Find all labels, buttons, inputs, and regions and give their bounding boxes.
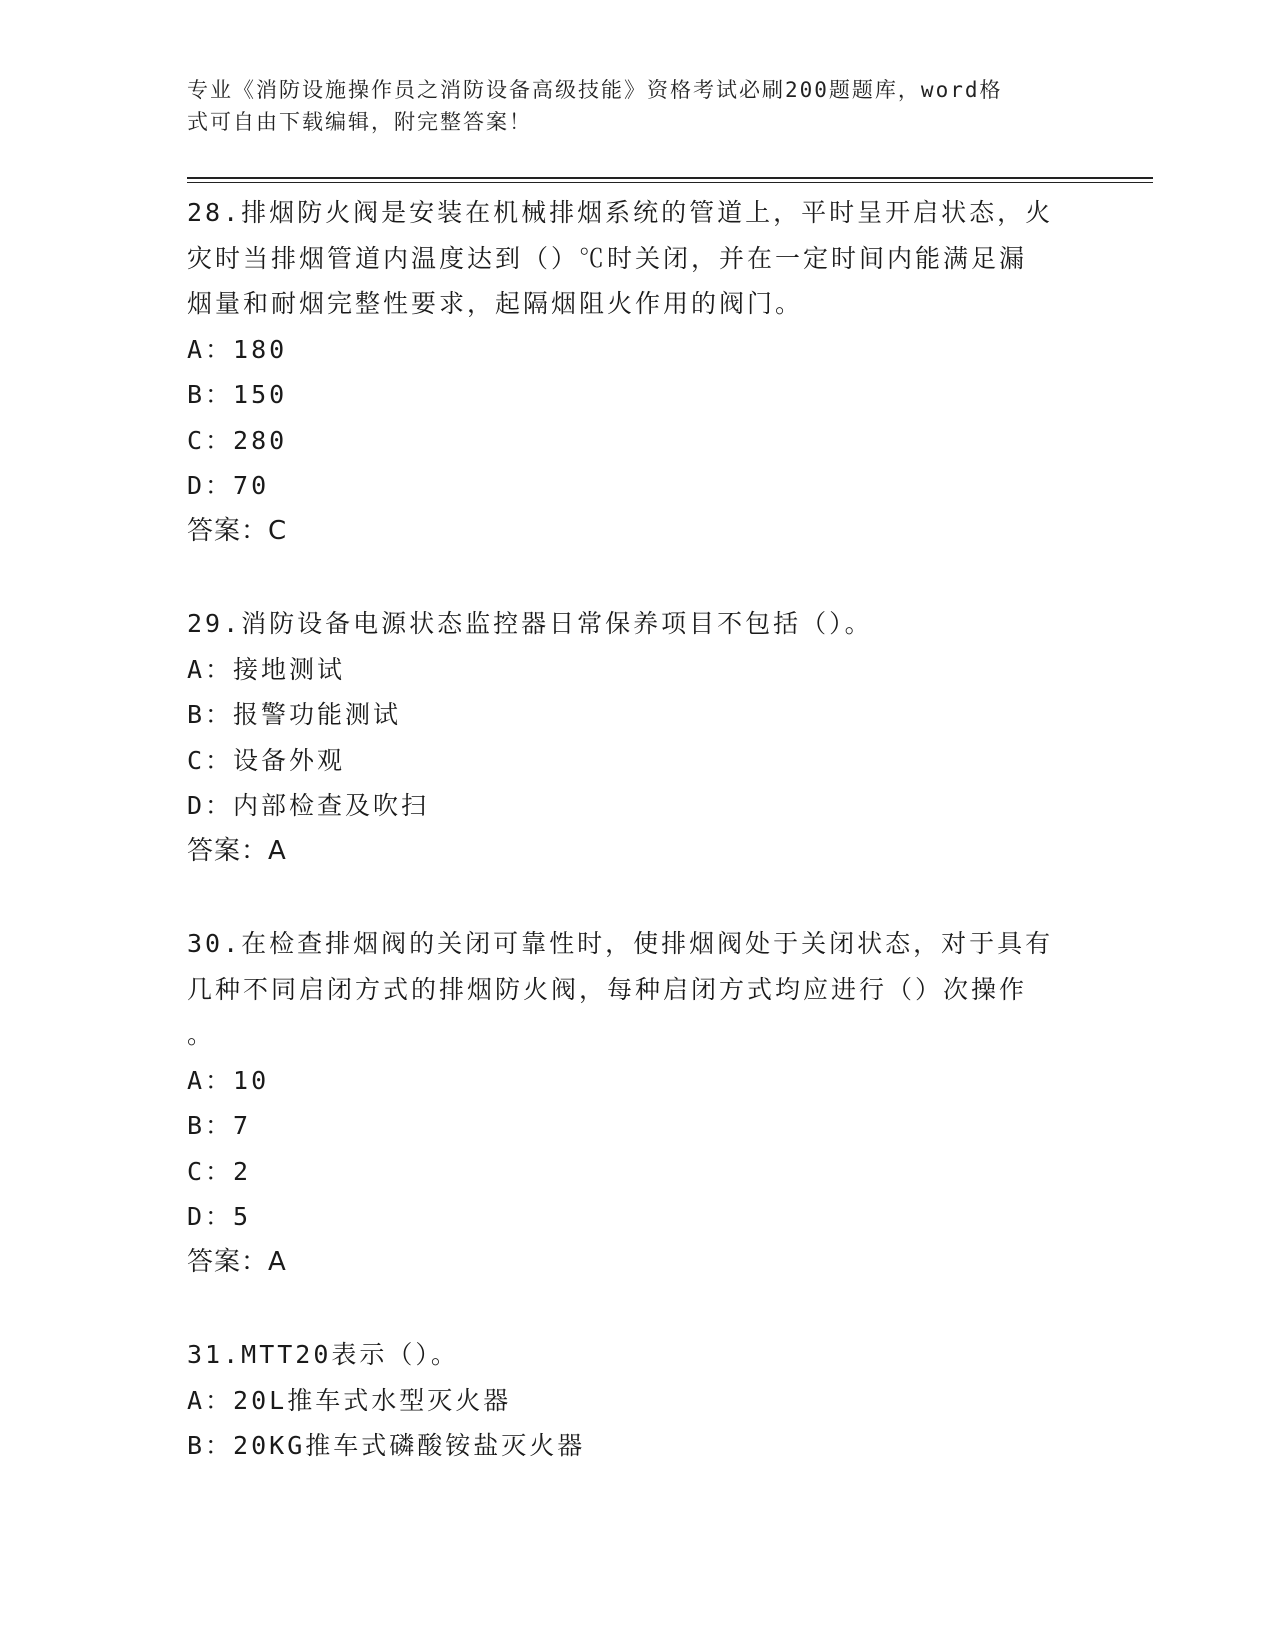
option-c: C：2 [187,1156,252,1186]
option-a: A：10 [187,1065,270,1095]
question-spacer [187,554,1087,601]
question-text-line: 30.在检查排烟阀的关闭可靠性时，使排烟阀处于关闭状态，对于具有 [187,929,1054,958]
header-line-2: 式可自由下载编辑，附完整答案！ [187,110,532,134]
question-text-line: 烟量和耐烟完整性要求，起隔烟阻火作用的阀门。 [187,289,804,318]
option-d: D：内部检查及吹扫 [187,791,430,820]
answer-line: 答案：C [187,515,288,546]
header-divider-thick [187,177,1153,179]
question-text-line: 29.消防设备电源状态监控器日常保养项目不包括（）。 [187,609,873,638]
header-line-1: 专业《消防设施操作员之消防设备高级技能》资格考试必刷200题题库，word格 [187,78,1003,102]
question-28 [187,190,1087,554]
option-c: C：280 [187,425,288,455]
answer-line: 答案：A [187,1246,287,1277]
option-d: D：70 [187,471,270,500]
question-31 [187,1332,1087,1469]
question-text-line: 。 [187,1020,216,1049]
question-30 [187,921,1087,1285]
question-29 [187,601,1087,874]
question-list [187,190,1087,1469]
option-a: A：180 [187,334,288,364]
question-text-line: 28.排烟防火阀是安装在机械排烟系统的管道上，平时呈开启状态，火 [187,198,1054,227]
option-d: D：5 [187,1202,252,1231]
header-divider-thin [187,182,1153,183]
question-text-line: 几种不同启闭方式的排烟防火阀，每种启闭方式均应进行（）次操作 [187,974,1028,1004]
document-header [187,74,1067,138]
option-b: B：报警功能测试 [187,700,402,729]
question-text-line: 31.MTT20表示（）。 [187,1340,459,1369]
question-text-line: 灾时当排烟管道内温度达到（）℃时关闭，并在一定时间内能满足漏 [187,243,1028,273]
option-b: B：20KG推车式磷酸铵盐灭火器 [187,1431,586,1460]
question-spacer [187,874,1087,921]
answer-line: 答案：A [187,835,287,866]
option-a: A：20L推车式水型灭火器 [187,1385,512,1415]
option-b: B：7 [187,1111,252,1140]
option-c: C：设备外观 [187,745,346,775]
question-spacer [187,1285,1087,1332]
option-b: B：150 [187,380,288,409]
option-a: A：接地测试 [187,654,346,684]
